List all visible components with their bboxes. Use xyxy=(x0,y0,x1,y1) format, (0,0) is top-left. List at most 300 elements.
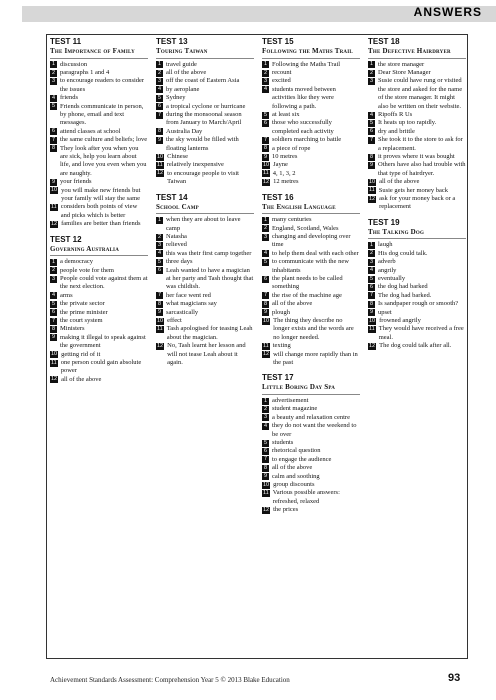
answer-number-badge: 9 xyxy=(263,309,268,316)
answer-text: you will make new friends but your family will stay the same xyxy=(61,186,141,202)
answer-item xyxy=(368,187,466,195)
answer-number-badge: 3 xyxy=(51,77,56,84)
answer-item xyxy=(50,258,148,266)
answer-item xyxy=(368,77,466,111)
page-header xyxy=(22,0,496,26)
test-block xyxy=(50,37,148,229)
answer-text: a democracy xyxy=(60,258,94,266)
answer-item xyxy=(50,61,148,69)
answer-item xyxy=(50,334,148,351)
answer-text: Natasha xyxy=(166,232,187,240)
answer-text: friends xyxy=(60,94,79,102)
answer-text: the prime minister xyxy=(60,308,108,316)
answer-number-badge: 7 xyxy=(263,456,268,463)
answer-text: arms xyxy=(60,291,73,299)
test-title: Touring Taiwan xyxy=(156,47,254,59)
answer-item xyxy=(368,275,466,283)
answer-number-badge: 11 xyxy=(263,342,269,349)
answer-text: to help them deal with each other xyxy=(272,249,359,257)
answer-item xyxy=(262,397,360,405)
answer-text: Ripoffs R Us xyxy=(378,110,413,118)
answer-item xyxy=(262,61,360,69)
test-title: School Camp xyxy=(156,203,254,215)
answer-number-badge: 9 xyxy=(263,473,268,480)
answer-item xyxy=(368,300,466,308)
answer-number-badge: 1 xyxy=(51,61,56,68)
answer-number-badge: 7 xyxy=(369,136,374,143)
answer-item xyxy=(50,309,148,317)
answer-number-badge: 11 xyxy=(51,204,57,210)
answer-item xyxy=(262,405,360,413)
answer-number-badge: 8 xyxy=(51,325,56,332)
answer-item xyxy=(156,325,254,342)
test-title: The Importance of Family xyxy=(50,47,148,59)
answer-item xyxy=(262,342,360,350)
answer-item xyxy=(50,77,148,94)
answer-item xyxy=(368,153,466,161)
answer-item xyxy=(368,136,466,153)
answer-text: dry and brittle xyxy=(378,127,415,135)
answer-item xyxy=(262,422,360,439)
answer-item xyxy=(262,447,360,455)
answer-number-badge: 12 xyxy=(51,376,58,383)
answer-number-badge: 4 xyxy=(51,292,56,299)
answer-number-badge: 3 xyxy=(369,258,374,265)
answer-number-badge: 9 xyxy=(157,309,162,316)
answer-item xyxy=(156,342,254,367)
answer-number-badge: 1 xyxy=(157,61,162,68)
answer-item xyxy=(50,178,148,186)
answer-item xyxy=(262,300,360,308)
answer-number-badge: 5 xyxy=(263,111,268,118)
answer-text: ask for your money back or a replacement xyxy=(379,195,456,211)
answer-item xyxy=(368,69,466,77)
answer-item xyxy=(156,128,254,136)
answer-text: plough xyxy=(272,308,291,316)
answer-text: advertisement xyxy=(272,396,309,404)
answer-text: It heats up too rapidly. xyxy=(378,119,437,127)
answer-number-badge: 6 xyxy=(263,119,268,126)
answer-item xyxy=(368,309,466,317)
answer-item xyxy=(156,267,254,292)
answer-text: the plant needs to be called something xyxy=(272,274,343,291)
answer-text: 12 metres xyxy=(273,178,299,186)
answer-text: texting xyxy=(272,342,291,350)
answer-text: families are better than friends xyxy=(61,220,141,228)
answer-number-badge: 12 xyxy=(369,342,376,349)
answer-item xyxy=(262,233,360,250)
answer-text: recount xyxy=(272,68,292,76)
answers-column-4 xyxy=(368,37,466,357)
answer-text: students xyxy=(272,438,294,446)
answers-column-3 xyxy=(262,37,360,521)
answer-number-badge: 6 xyxy=(263,275,268,282)
test-block xyxy=(368,37,466,212)
answer-number-badge: 7 xyxy=(369,292,374,299)
answer-number-badge: 10 xyxy=(263,161,270,168)
test-block xyxy=(156,193,254,368)
answer-number-badge: 10 xyxy=(51,187,58,194)
answer-item xyxy=(50,128,148,136)
answer-text: will change more rapidly than in the past xyxy=(273,350,358,366)
answer-item xyxy=(50,220,148,228)
answer-item xyxy=(262,351,360,368)
answer-number-badge: 3 xyxy=(263,233,268,240)
answer-number-badge: 1 xyxy=(263,216,268,223)
answer-number-badge: 7 xyxy=(157,111,162,118)
answer-number-badge: 8 xyxy=(157,128,162,135)
answer-text: considers both points of view and picks which is better xyxy=(60,203,138,219)
answer-text: to engage the audience xyxy=(272,455,332,463)
test-number: TEST 14 xyxy=(156,192,188,202)
answer-text: it proves where it was bought xyxy=(378,152,455,160)
answer-number-badge: 12 xyxy=(263,506,270,513)
answer-number-badge: 10 xyxy=(369,317,376,324)
answer-number-badge: 9 xyxy=(263,153,268,160)
answer-text: Tash apologised for teasing Leah about the magician. xyxy=(166,325,253,341)
answer-item xyxy=(262,439,360,447)
answer-number-badge: 7 xyxy=(263,136,268,143)
answer-number-badge: 8 xyxy=(263,300,268,307)
answer-text: effect xyxy=(167,316,182,324)
answer-item xyxy=(156,77,254,85)
test-block xyxy=(262,193,360,368)
answer-text: a piece of rope xyxy=(272,144,311,152)
answer-number-badge: 4 xyxy=(369,267,374,274)
answer-item xyxy=(262,250,360,258)
test-block xyxy=(262,373,360,514)
answer-text: the court system xyxy=(60,316,103,324)
answer-item xyxy=(156,136,254,153)
answer-item xyxy=(50,292,148,300)
answer-number-badge: 5 xyxy=(369,275,374,282)
answer-item xyxy=(156,94,254,102)
answer-text: changing and developing over time xyxy=(272,232,351,249)
answer-item xyxy=(262,153,360,161)
answer-number-badge: 11 xyxy=(157,161,163,168)
answer-text: the prices xyxy=(273,506,299,514)
answer-text: a beauty and relaxation centre xyxy=(272,413,350,421)
answer-text: all of the above xyxy=(379,178,420,186)
answer-item xyxy=(262,456,360,464)
answer-number-badge: 10 xyxy=(263,481,270,488)
answer-number-badge: 7 xyxy=(157,292,162,299)
answer-item xyxy=(50,94,148,102)
answer-number-badge: 5 xyxy=(263,258,268,265)
answer-item xyxy=(50,300,148,308)
test-number: TEST 17 xyxy=(262,373,294,383)
answer-text: sarcastically xyxy=(166,308,199,316)
answer-number-badge: 8 xyxy=(51,145,56,152)
answer-text: Australia Day xyxy=(166,127,203,135)
answer-item xyxy=(50,267,148,275)
answer-number-badge: 5 xyxy=(263,439,268,446)
answer-number-badge: 3 xyxy=(157,241,162,248)
answer-number-badge: 5 xyxy=(51,103,56,110)
answer-number-badge: 12 xyxy=(263,351,270,358)
answer-number-badge: 2 xyxy=(369,250,374,257)
answer-text: She took it to the store to ask for a replacement. xyxy=(378,136,463,152)
answer-text: one person could gain absolute power xyxy=(60,359,142,375)
answer-text: people vote for them xyxy=(60,266,114,274)
answer-number-badge: 7 xyxy=(51,317,56,324)
answer-item xyxy=(156,317,254,325)
answer-item xyxy=(262,225,360,233)
answer-number-badge: 2 xyxy=(263,69,268,76)
answer-number-badge: 2 xyxy=(157,69,162,76)
answer-item xyxy=(156,300,254,308)
answer-text: Following the Maths Trail xyxy=(272,60,341,68)
answer-number-badge: 2 xyxy=(263,405,268,412)
answer-text: all of the above xyxy=(272,300,313,308)
test-title: Following the Maths Trail xyxy=(262,47,360,59)
answer-item xyxy=(368,325,466,342)
answer-number-badge: 1 xyxy=(369,241,374,248)
answer-item xyxy=(262,292,360,300)
answer-item xyxy=(368,292,466,300)
answer-text: The dog could talk after all. xyxy=(379,342,452,350)
answer-text: The thing they describe no longer exists and the words are no longer needed. xyxy=(273,316,354,341)
answer-text: many centuries xyxy=(272,216,312,224)
answer-text: calm and soothing xyxy=(272,472,320,480)
answer-item xyxy=(50,69,148,77)
answer-number-badge: 8 xyxy=(263,145,268,152)
test-title: The English Language xyxy=(262,203,360,215)
answer-item xyxy=(50,203,148,220)
test-block xyxy=(368,218,466,351)
answer-text: Ministers xyxy=(60,325,85,333)
answer-text: laugh xyxy=(378,241,393,249)
answer-number-badge: 6 xyxy=(51,309,56,316)
answer-number-badge: 2 xyxy=(369,69,374,76)
answer-item xyxy=(156,241,254,249)
answer-text: all of the above xyxy=(166,68,207,76)
answer-text: Susie could have rung or visited the store and asked for the name of the store manager. It might also be written on their website. xyxy=(378,77,463,110)
answer-number-badge: 3 xyxy=(157,77,162,84)
answer-item xyxy=(368,317,466,325)
answer-text: to communicate with the new inhabitants xyxy=(272,258,349,274)
answer-text: Dear Store Manager xyxy=(378,68,431,76)
answer-item xyxy=(262,145,360,153)
answer-item xyxy=(156,111,254,128)
answer-item xyxy=(156,292,254,300)
answer-text: students moved between activities like they were following a path. xyxy=(272,85,336,110)
answer-text: The dog had barked. xyxy=(378,291,432,299)
answer-number-badge: 9 xyxy=(157,136,162,143)
answer-number-badge: 6 xyxy=(369,283,374,290)
answer-item xyxy=(50,275,148,292)
answer-item xyxy=(262,119,360,136)
answer-item xyxy=(262,506,360,514)
answer-number-badge: 9 xyxy=(369,309,374,316)
answer-text: when they are about to leave camp xyxy=(166,216,241,232)
answer-text: the same culture and beliefs; love xyxy=(60,136,148,144)
answer-text: all of the above xyxy=(61,375,102,383)
page-number: 93 xyxy=(448,672,461,684)
answer-item xyxy=(156,86,254,94)
answer-text: relatively inexpensive xyxy=(166,161,224,169)
answer-item xyxy=(262,161,360,169)
answer-number-badge: 4 xyxy=(51,94,56,101)
answer-text: Sydney xyxy=(166,94,186,102)
answer-text: excited xyxy=(272,77,291,85)
answer-number-badge: 10 xyxy=(157,153,164,160)
answer-number-badge: 2 xyxy=(263,225,268,232)
answer-text: a tropical cyclone or hurricane xyxy=(166,102,246,110)
answer-number-badge: 5 xyxy=(157,258,162,265)
answer-text: 10 metres xyxy=(272,152,298,160)
answer-item xyxy=(368,342,466,350)
answer-text: making it illegal to speak against the government xyxy=(60,333,146,350)
answer-item xyxy=(262,77,360,85)
answer-number-badge: 2 xyxy=(157,233,162,240)
answer-number-badge: 2 xyxy=(51,267,56,274)
test-number: TEST 15 xyxy=(262,37,294,46)
answer-number-badge: 12 xyxy=(157,170,164,177)
answer-number-badge: 3 xyxy=(51,275,56,282)
answer-number-badge: 4 xyxy=(157,250,162,257)
answer-number-badge: 12 xyxy=(157,342,164,349)
answer-number-badge: 11 xyxy=(157,325,163,332)
answer-text: getting rid of it xyxy=(61,350,101,358)
answer-item xyxy=(368,250,466,258)
answer-text: upset xyxy=(378,308,392,316)
answer-number-badge: 2 xyxy=(51,69,56,76)
answer-item xyxy=(368,119,466,127)
answer-text: your friends xyxy=(60,178,92,186)
answer-number-badge: 4 xyxy=(263,86,268,93)
answer-number-badge: 12 xyxy=(263,178,270,185)
answer-item xyxy=(50,351,148,359)
test-title: The Talking Dog xyxy=(368,228,466,240)
answer-item xyxy=(262,464,360,472)
answer-number-badge: 12 xyxy=(369,195,376,202)
answer-item xyxy=(262,414,360,422)
answer-item xyxy=(262,481,360,489)
answer-item xyxy=(156,61,254,69)
answer-number-badge: 10 xyxy=(263,317,270,324)
test-block xyxy=(156,37,254,187)
test-number: TEST 13 xyxy=(156,37,188,46)
answer-number-badge: 5 xyxy=(51,300,56,307)
answer-text: the store manager xyxy=(378,60,425,68)
answer-text: the sky would be filled with floating lanterns xyxy=(166,136,239,152)
answer-number-badge: 5 xyxy=(157,94,162,101)
answer-number-badge: 9 xyxy=(51,178,56,185)
answer-item xyxy=(50,376,148,384)
answer-item xyxy=(262,69,360,77)
test-title: Governing Australia xyxy=(50,245,148,257)
answer-text: Susie gets her money back xyxy=(378,186,449,194)
answer-text: 4, 1, 3, 2 xyxy=(272,169,296,177)
answer-item xyxy=(368,258,466,266)
answer-text: by aeroplane xyxy=(166,85,200,93)
answer-item xyxy=(368,195,466,212)
answer-item xyxy=(156,250,254,258)
answer-number-badge: 1 xyxy=(263,397,268,404)
answer-number-badge: 3 xyxy=(369,77,374,84)
answer-item xyxy=(156,170,254,187)
answer-number-badge: 11 xyxy=(263,489,269,496)
answer-number-badge: 1 xyxy=(157,216,162,223)
answer-number-badge: 8 xyxy=(369,300,374,307)
test-number: TEST 12 xyxy=(50,234,82,244)
answer-number-badge: 1 xyxy=(51,258,56,265)
answer-number-badge: 8 xyxy=(157,300,162,307)
answer-number-badge: 8 xyxy=(263,464,268,471)
answer-item xyxy=(368,267,466,275)
answer-number-badge: 4 xyxy=(263,422,268,429)
answer-text: to encourage readers to consider the issues xyxy=(60,77,145,93)
answer-item xyxy=(262,136,360,144)
answer-number-badge: 1 xyxy=(263,61,268,68)
answer-number-badge: 10 xyxy=(369,178,376,185)
test-block xyxy=(50,235,148,385)
answer-text: Jayne xyxy=(273,161,288,169)
answer-item xyxy=(50,359,148,376)
answer-text: His dog could talk. xyxy=(378,249,428,257)
answer-text: those who successfully completed each activity xyxy=(272,119,334,135)
answer-number-badge: 9 xyxy=(51,334,56,341)
answer-text: relieved xyxy=(166,241,187,249)
answer-item xyxy=(368,178,466,186)
footer-text: Achievement Standards Assessment: Comprehension Year 5 © 2013 Blake Education xyxy=(50,676,290,684)
answer-number-badge: 7 xyxy=(51,136,56,143)
answer-number-badge: 11 xyxy=(51,359,57,366)
answer-number-badge: 1 xyxy=(369,61,374,68)
answer-text: rhetorical question xyxy=(272,447,321,455)
answer-item xyxy=(368,128,466,136)
answer-number-badge: 9 xyxy=(369,161,374,168)
answer-item xyxy=(50,325,148,333)
answer-item xyxy=(262,258,360,275)
answer-item xyxy=(262,275,360,292)
answer-text: her face went red xyxy=(166,291,211,299)
test-title: Little Boring Day Spa xyxy=(262,383,360,395)
answer-text: Is sandpaper rough or smooth? xyxy=(378,300,459,308)
answer-item xyxy=(262,170,360,178)
answer-number-badge: 3 xyxy=(263,414,268,421)
answer-item xyxy=(368,283,466,291)
answer-number-badge: 10 xyxy=(157,317,164,324)
answer-text: eventually xyxy=(378,274,406,282)
answer-text: the dog had barked xyxy=(378,283,428,291)
answer-text: paragraphs 1 and 4 xyxy=(60,68,110,76)
answer-text: three days xyxy=(166,258,193,266)
answer-number-badge: 12 xyxy=(51,220,58,227)
test-block xyxy=(262,37,360,187)
answer-text: Various possible answers: refreshed, relaxed xyxy=(272,489,340,505)
answer-text: People could vote against them at the next election. xyxy=(60,274,148,291)
answer-item xyxy=(50,187,148,204)
test-number: TEST 18 xyxy=(368,37,400,46)
test-title: The Defective Hairdryer xyxy=(368,47,466,59)
answer-number-badge: 5 xyxy=(369,119,374,126)
answer-item xyxy=(262,309,360,317)
answer-item xyxy=(156,69,254,77)
answer-text: the rise of the machine age xyxy=(272,291,342,299)
answer-item xyxy=(368,61,466,69)
answer-text: frowned angrily xyxy=(379,316,421,324)
test-number: TEST 16 xyxy=(262,192,294,202)
answer-item xyxy=(156,216,254,233)
answer-number-badge: 7 xyxy=(263,292,268,299)
answer-item xyxy=(156,161,254,169)
answer-number-badge: 6 xyxy=(157,103,162,110)
answer-number-badge: 10 xyxy=(51,351,58,358)
answer-item xyxy=(262,489,360,506)
answer-number-badge: 3 xyxy=(263,77,268,84)
